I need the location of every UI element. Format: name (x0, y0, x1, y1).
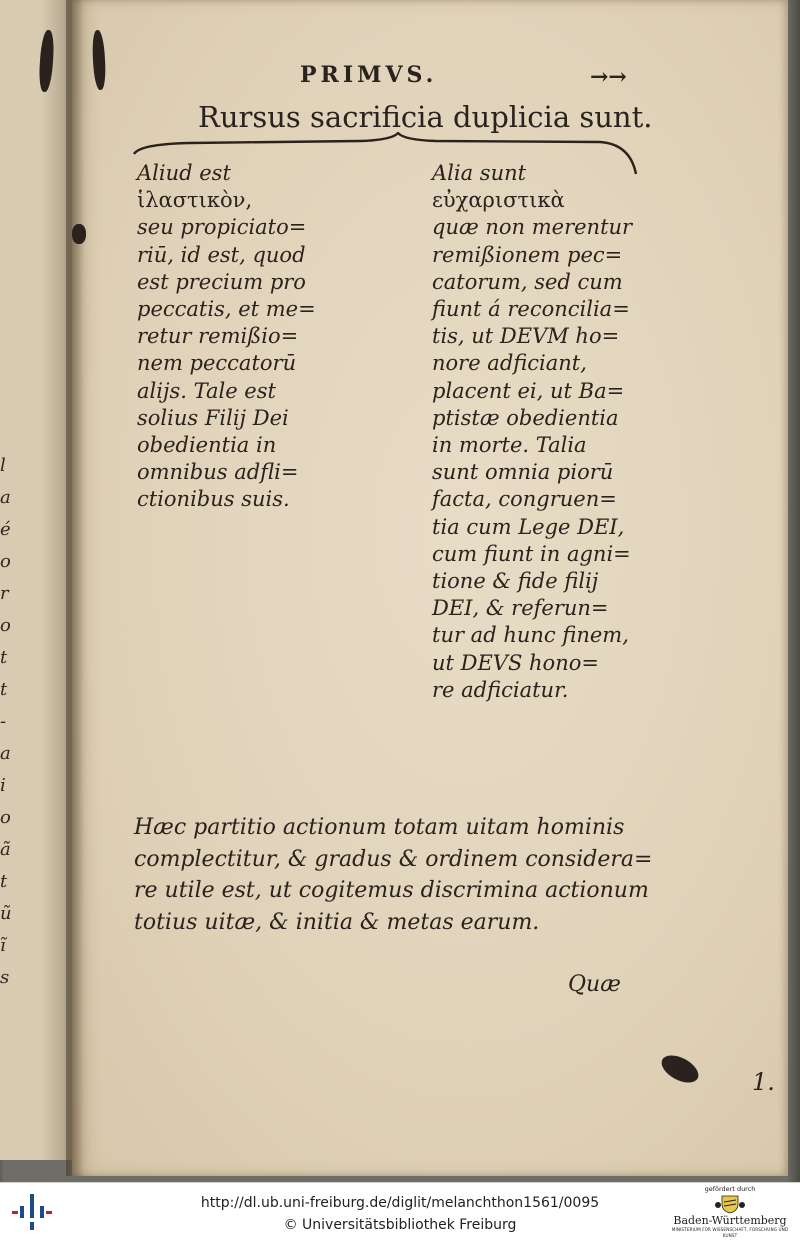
state-crest-icon (712, 1194, 748, 1214)
left-column-line: retur remißio= (137, 324, 299, 349)
right-column-line: tia cum Lege DEI, (432, 514, 625, 539)
right-column-line: Alia sunt (432, 161, 527, 185)
left-page-fragment: t (0, 679, 8, 700)
left-column-line: Aliud est (137, 161, 231, 185)
left-page-fragment: o (0, 615, 11, 636)
left-page-fragment: i (0, 775, 6, 796)
running-header: PRIMVS. (300, 62, 438, 88)
signature-mark: →→ (590, 64, 627, 90)
right-column-line: sunt omnia piorū (432, 460, 614, 485)
funding-ministry: MINISTERIUM FÜR WISSENSCHAFT, FORSCHUNG UND KUNST (671, 1227, 789, 1238)
paragraph-line: complectitur, & gradus & ordinem considera= (134, 846, 653, 872)
left-column-line: nem peccatorū (137, 351, 297, 376)
left-page-fragment: o (0, 807, 11, 828)
left-page-fragment: t (0, 647, 8, 668)
right-column-line: placent ei, ut Ba= (432, 378, 625, 403)
left-column-line: solius Filij Dei (137, 405, 289, 430)
right-column-line: DEI, & referun= (432, 596, 609, 621)
right-column-line: tur ad hunc finem, (432, 623, 629, 648)
left-page-fragments (0, 450, 14, 994)
funding-state: Baden-Württemberg (673, 1214, 787, 1227)
catchword: Quæ (568, 972, 621, 997)
left-column-line: seu propiciato= (137, 215, 307, 240)
right-column-line: tis, ut DEVM ho= (432, 324, 620, 349)
left-column-line: riū, id est, quod (137, 242, 306, 267)
margin-note: 1. (752, 1068, 775, 1096)
ink-blot-left (72, 224, 86, 244)
funding-block (670, 1185, 790, 1239)
right-column-line: quæ non merentur (432, 215, 633, 240)
right-column-line: ptistæ obedientia (432, 405, 619, 430)
copyright-notice: © Universitätsbibliothek Freiburg (283, 1217, 517, 1233)
left-page-fragment: r (0, 583, 9, 604)
left-column-line: alijs. Tale est (137, 378, 276, 403)
left-page-fragment: l (0, 455, 6, 476)
right-column-line: tione & fide filij (432, 569, 599, 594)
left-column-line: est precium pro (137, 269, 306, 294)
left-column-line: obedientia in (137, 433, 277, 458)
right-column (432, 160, 632, 704)
left-column-line: ἱλαστικὸν, (137, 188, 253, 213)
funding-label: gefördert durch (704, 1185, 756, 1193)
left-page-fragment: a (0, 487, 11, 508)
left-column-line: ctionibus suis. (137, 487, 290, 512)
left-column (137, 160, 316, 514)
right-column-line: remißionem pec= (432, 242, 623, 267)
right-column-line: cum fiunt in agni= (432, 541, 631, 566)
left-page-edge (0, 0, 72, 1160)
left-page-fragment: ĩ (0, 935, 6, 956)
right-column-line: in morte. Talia (432, 433, 587, 458)
paragraph-line: totius uitæ, & initia & metas earum. (134, 909, 540, 935)
right-column-line: facta, congruen= (432, 487, 617, 512)
left-page-fragment: t (0, 871, 8, 892)
left-page-fragment: é (0, 519, 11, 540)
right-column-line: fiunt á reconcilia= (432, 297, 630, 322)
paragraph-line: re utile est, ut cogitemus discrimina actionum (134, 878, 649, 903)
closing-paragraph (134, 812, 653, 938)
right-column-line: re adficiatur. (432, 677, 569, 702)
permalink-url[interactable]: http://dl.ub.uni-freiburg.de/diglit/melanchthon1561/0095 (200, 1195, 600, 1211)
left-page-fragment: o (0, 551, 11, 572)
right-column-line: ut DEVS hono= (432, 650, 599, 675)
paragraph-line: Hæc partitio actionum totam uitam hominis (134, 815, 625, 840)
left-column-line: peccatis, et me= (137, 297, 316, 322)
left-page-fragment: a (0, 743, 11, 764)
section-title: Rursus sacrificia duplicia sunt. (198, 100, 653, 134)
left-column-line: omnibus adfli= (137, 460, 299, 485)
left-page-fragment: - (0, 711, 7, 732)
gutter-shadow (66, 0, 84, 1176)
right-column-line: εὐχαριστικὰ (432, 188, 565, 213)
left-page-fragment: ũ (0, 903, 12, 924)
left-page-fragment: ã (0, 839, 11, 860)
footer-bar (0, 1182, 800, 1242)
right-column-line: nore adficiant, (432, 351, 587, 376)
right-column-line: catorum, sed cum (432, 269, 623, 294)
left-page-fragment: s (0, 967, 10, 988)
